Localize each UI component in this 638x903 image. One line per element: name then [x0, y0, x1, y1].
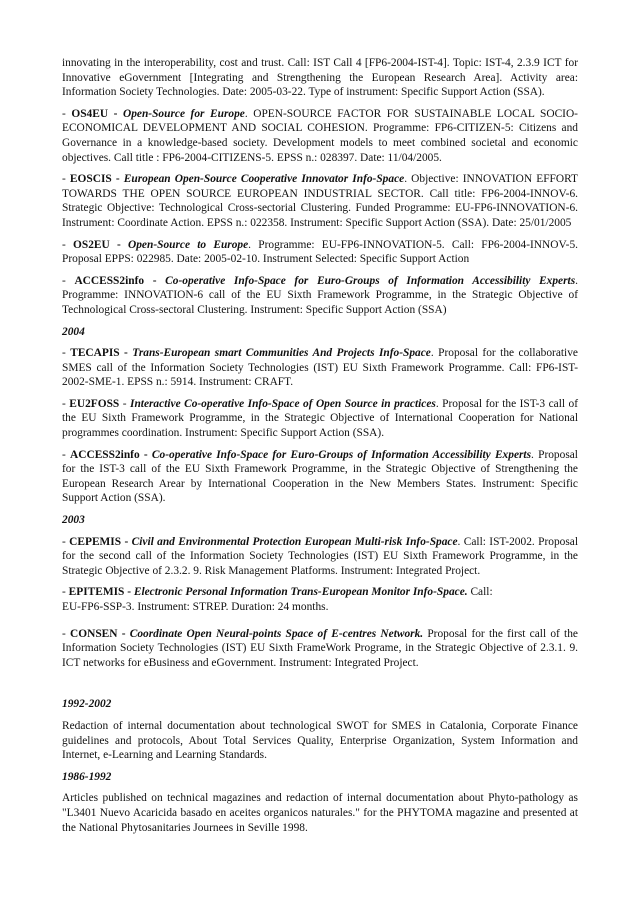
year-heading-2003: 2003: [62, 514, 85, 527]
spacer: [62, 677, 578, 697]
project-os2eu: - OS2EU - Open-Source to Europe. Programme: EU-FP6-INNOVATION-5. Call: FP6-2004-INNOV-5. Proposal EPPS: 022985. Date: 2005-02-10. Instrument Selected: Specific Support Action: [62, 238, 578, 266]
year-heading-2004: 2004: [62, 325, 85, 338]
year-heading-1992-2002: 1992-2002: [62, 698, 112, 711]
project-title: Interactive Co-operative Info-Space of Open Source in practices: [130, 397, 436, 410]
project-acronym: TECAPIS: [70, 347, 120, 360]
project-access2info-ist3: - ACCESS2info - Co-operative Info-Space for Euro-Groups of Information Accessibility Experts. Proposal for the IST-3 call of the EU Sixth Framework Programme, in the Strategic Objective of Strengthening the European Research Arear by International Cooperation in the New Members States. Instrument: Specific Support Action (SSA).: [62, 448, 578, 505]
project-acronym: OS4EU: [71, 107, 109, 120]
project-epitemis: - EPITEMIS - Electronic Personal Information Trans-European Monitor Info-Space. Call: EU-FP6-SSP-3. Instrument: STREP. Duration: 24 months.: [62, 586, 493, 613]
year-heading-1986-1992: 1986-1992: [62, 770, 112, 783]
project-acronym: CEPEMIS: [69, 535, 122, 548]
project-acronym: OS2EU: [73, 238, 110, 251]
document-page: [62, 56, 578, 842]
project-os4eu: - OS4EU - Open-Source for Europe. OPEN-SOURCE FACTOR FOR SUSTAINABLE LOCAL SOCIO-ECONOMICAL DEVELOPMENT AND SOCIAL COHESION. Programme: FP6-CITIZEN-5: Citizens and Governance in a knowledge-based society. Development models to meet combined societal and economic objectives. Call title : FP6-2004-CITIZENS-5. EPSS n.: 028397. Date: 11/04/2005.: [62, 107, 578, 164]
project-title: European Open-Source Cooperative Innovator Info-Space: [123, 173, 405, 186]
project-consen: - CONSEN - Coordinate Open Neural-points Space of E-centres Network. Proposal for the first call of the Information Society Technologies (IST) EU Sixth FrameWork Programe, in the Strategic Objective of 2.3.1. 9. ICT networks for eBusiness and eGovernment. Instrument: Integrated Project.: [62, 627, 578, 669]
project-title: Electronic Personal Information Trans-European Monitor Info-Space.: [133, 586, 468, 599]
project-title: Open-Source for Europe: [122, 107, 245, 120]
project-title: Co-operative Info-Space for Euro-Groups of Information Accessibility Experts: [151, 448, 532, 461]
project-acronym: EU2FOSS: [69, 397, 120, 410]
project-title: Co-operative Info-Space for Euro-Groups of Information Accessibility Experts: [165, 274, 576, 287]
project-tecapis: - TECAPIS - Trans-European smart Communities And Projects Info-Space. Proposal for the collaborative SMES call of the Information Society Technologies (IST) EU Sixth Framework Programme. Call: FP6-IST-2002-SME-1. EPSS n.: 5914. Instrument: CRAFT.: [62, 347, 578, 389]
project-acronym: CONSEN: [70, 627, 118, 640]
paragraph-call-ist4: innovating in the interoperability, cost and trust. Call: IST Call 4 [FP6-2004-IST-4]. Topic: IST-4, 2.3.9 ICT for Innovative eGovernment [Integrating and Strengthening the European Research Area]. Activity area: Information Society Technologies. Date: 2005-03-22. Type of instrument: Specific Support Action (SSA).: [62, 57, 578, 99]
project-eoscis: - EOSCIS - European Open-Source Cooperative Innovator Info-Space. Objective: INNOVATION EFFORT TOWARDS THE OPEN SOURCE EUROPEAN INDUSTRIAL SECTOR. Call title: FP6-2004-INNOV-6. Strategic Objective: Technological Cross-sectorial Clustering. Funded Programme: EU-FP6-INNOVATION-6. Instrument: Coordinate Action. EPSS n.: 022358. Instrument: Specific Support Action (SSA). Date: 25/01/2005: [62, 173, 578, 229]
project-title: Trans-European smart Communities And Projects Info-Space: [132, 347, 431, 360]
project-title: Coordinate Open Neural-points Space of E-centres Network.: [129, 627, 424, 640]
paragraph-articles-published: Articles published on technical magazines and redaction of internal documentation about Phyto-pathology as "L3401 Nuevo Acaricida basado en aceites organicos naturales." for the PHYTOMA magazine and presented at the National Phytosanitaries Journees in Seville 1998.: [62, 792, 578, 834]
project-acronym: ACCESS2info: [70, 448, 140, 461]
project-acronym: EOSCIS: [69, 173, 112, 186]
project-access2info-innov: - ACCESS2info - Co-operative Info-Space for Euro-Groups of Information Accessibility Experts. Programme: INNOVATION-6 call of the EU Sixth Framework Programme, in the Strategic Objective of Technological Cross-sectoral Clustering. Instrument: Specific Support Action (SSA): [62, 274, 578, 316]
project-acronym: EPITEMIS: [68, 586, 125, 599]
project-acronym: ACCESS2info: [74, 274, 145, 287]
project-eu2foss: - EU2FOSS - Interactive Co-operative Info-Space of Open Source in practices. Proposal for the IST-3 call of the EU Sixth Framework Programme, in the Strategic Objective of International Cooperation for National programmes coordination. Instrument: Specific Support Action (SSA).: [62, 397, 578, 440]
project-title: Open-Source to Europe: [128, 238, 249, 251]
paragraph-redaction-swot: Redaction of internal documentation about technological SWOT for SMES in Catalonia, Corporate Finance guidelines and protocols, About Total Services Quality, Enterprise Organization, System Information and Internet, e-Learning and Learning Standards.: [62, 719, 578, 762]
project-title: Civil and Environmental Protection European Multi-risk Info-Space: [131, 535, 458, 548]
project-cepemis: - CEPEMIS - Civil and Environmental Protection European Multi-risk Info-Space. Call: IST-2002. Proposal for the second call of the Information Society Technologies (IST) EU Sixth Framework Programme, in the Strategic Objective of 2.3.2. 9. Risk Management Platforms. Instrument: Integrated Project.: [62, 535, 578, 577]
